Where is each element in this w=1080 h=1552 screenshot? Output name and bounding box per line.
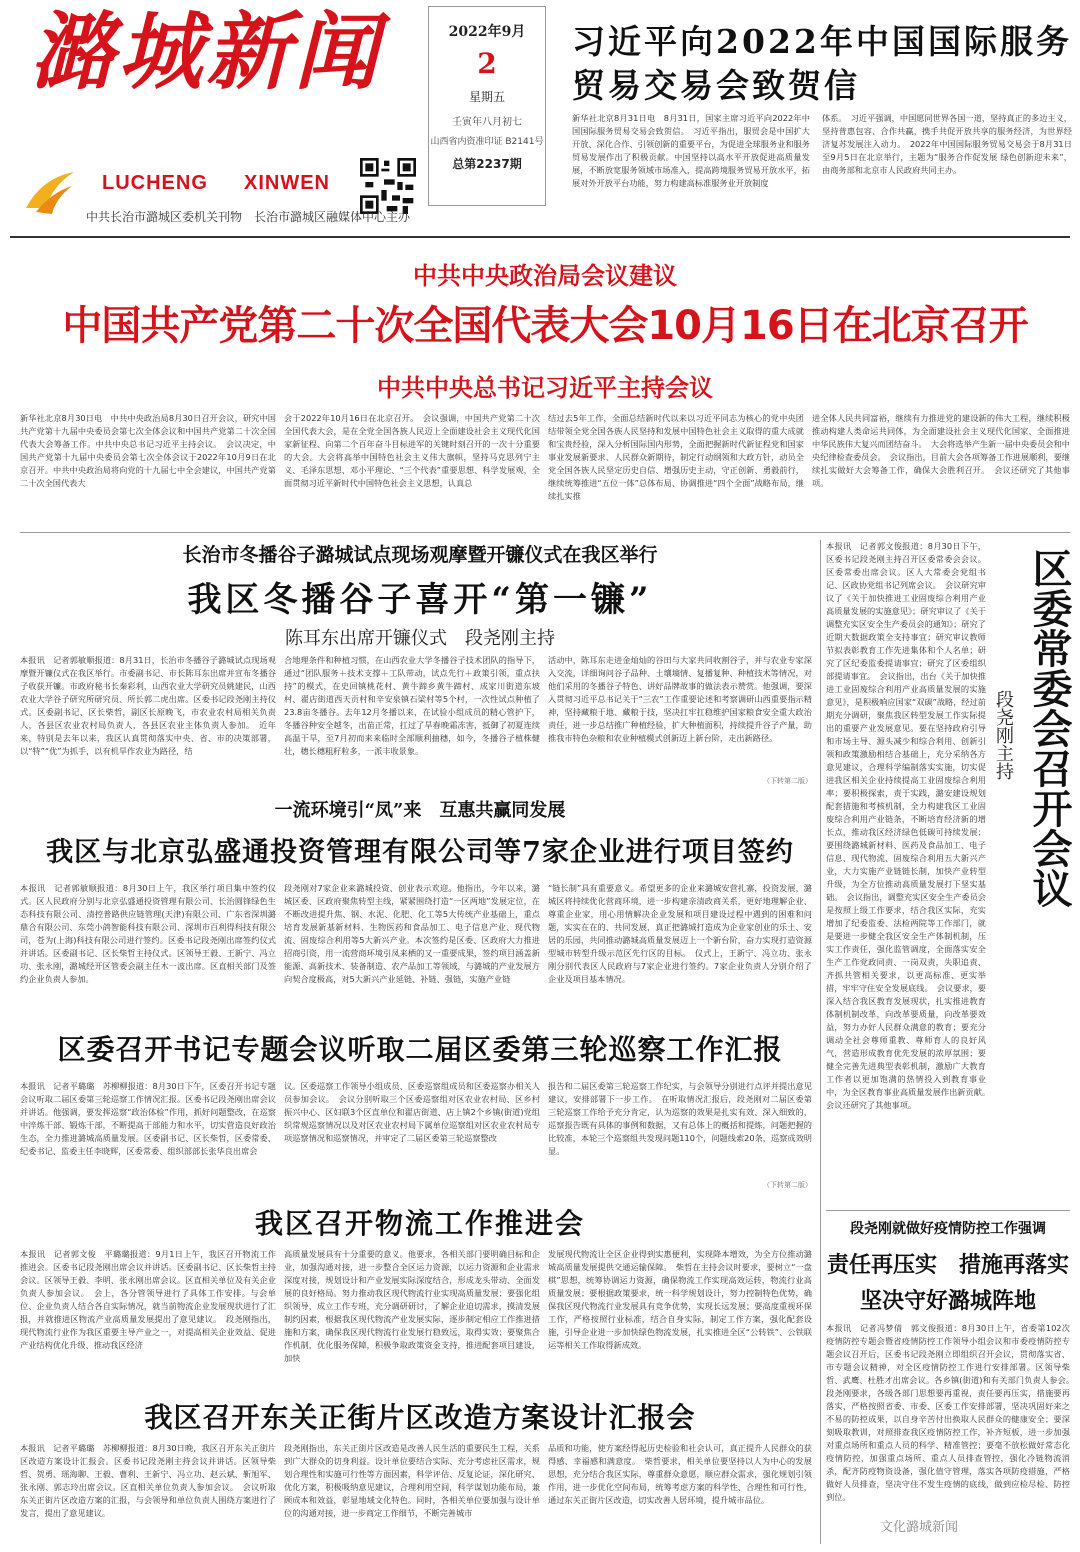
story2-subhead: 陈耳东出席开镰仪式 段尧刚主持 — [285, 628, 555, 649]
story2-headline: 我区冬播谷子喜开“第一镰” — [187, 580, 653, 620]
sidebar-body: 本报讯 记者郭文俊报道：8月30日下午，区委书记段尧刚主持召开区委常委会会议。区委常委出席会议。区人大常委会党组书记、区政协党组书记列席会议。 会议研究审议了《关于加快推进工业固废综合利用产业高质量发展的实施意见》；研究审议了《关于调整充实区安全生产委员会的通知》；研究了近期大数据政策全支持事宜；研究审议教师节拟表彰教育工作先进集体和个人名单；研究了区纪委监委提请事宜；研究了区委组织部提请事宜。 会议指出，出台《关于加快推进工业固废综合利用产业高质量发展的实施意见》，是积极响应国家“双碳”战略，经过前期充分调研，聚焦我区转型发展工作实际提出的重要产业发展意见。要在坚持政府引导和市场主导、源头减少和综合利用、创新引领和政策激励相结合基础上，充分采纳各方意见建议，合理科学编制落实实施，切实促进我区相关企业持续提高工业固废综合利用率；要积极探索，责于实践，潞安建设规划配套措施和考核机制，全力构建我区工业固废综合利用产业链条，不断培育经济新的增长点，推动我区经济绿色低碳可持续发展；要围绕潞城新材料、医药及食品加工、电子信息、现代物流、固废综合利用五大新兴产业，大力实施产业链链长制，加快产业转型升级，为全方位推动高质量发展打下坚实基础。 会议指出，调整充实区安全生产委员会是按照上级工作要求，结合我区实际，充实增加了纪委监委、法检两院等工作部门，就是要进一步健全我区安全生产体制机制，压实工作责任，强化监管调度，全面落实安全生产工作党政同责、一岗双责，失职追责、齐抓共管相关要求，以更高标准、更实举措，牢牢守住安全发展底线。 会议要求，要深入结合我区教育发展现状，扎实推进教育体制机制改革，向改革要质量，向改革要效益，努力办好人民群众满意的教育；要充分调动全社会尊师重教、尊师育人的良好风气，营造形成教育优先发展的浓厚氛围；要健全完善先进典型表彰机制，激励广大教育工作者以更加饱满的热情投入到教育事业中，为全区教育事业高质量发展作出新贡献。 会议还研究了其他事项。 — [826, 541, 995, 1110]
sidebar-divider — [820, 540, 821, 1544]
masthead-sponsor: 中共长治市潞城区委机关刊物 长治市潞城区融媒体中心主办 — [86, 210, 411, 224]
date-weekday: 星期五 — [468, 90, 505, 104]
story2-col-3: 活动中，陈耳东走进金灿灿的谷田与大家共同收割谷子，并与农业专家深入交流，详细询问谷子品种、土壤墒情、复播复种、种植技术等情况，对他们采用的冬播谷子特色、讲好品牌故事的做法表示赞赏。他强调，要深入贯彻习近平总书记关于“三农”工作重要论述和考察调研山西重要指示精神，坚持藏粮于地、藏粮于技，坚决扛牢扛稳维护国家粮食安全重大政治责任，进一步总结推广种植经验，扩大种植面积，持续提升谷子产量，助推我市特色杂粮和农业种植模式创新迈上新台阶，走出新路径。 — [548, 655, 812, 743]
story6-headline: 我区召开东关正街片区改造方案设计汇报会 — [144, 1401, 696, 1434]
story4-headline: 区委召开书记专题会议听取二届区委第三轮巡察工作汇报 — [57, 1033, 783, 1066]
lead-kicker: 中共中央政治局会议建议 — [413, 262, 677, 290]
story6-col-1: 本报讯 记者平璐璐 苏柳柳报道：8月30日晚，我区召开东关正街片区改造方案设计汇报会。区委书记段尧刚主持会议并讲话。区领导柴哲、贺勇、瑶海聊、王毅、曹利、王新宁、冯立功、赵云斌、靳旭军、张永刚、郭志玲出席会议。区直相关单位负责人参加会议。 会议听取东关正街片区改造方案的汇报，与会领导和单位负责人围绕方案进行了发言，提出了意见建议。 — [20, 1443, 276, 1518]
story3-headline: 我区与北京弘盛通投资管理有限公司等7家企业进行项目签约 — [46, 837, 794, 868]
top-story-col-1: 新华社北京8月31日电 8月31日，国家主席习近平向2022年中国国际服务贸易交易会致贺信。 习近平指出，服贸会是中国扩大开放、深化合作、引领创新的重要平台，为促进全球服务业和服务贸易发展作出了积极贡献。中国坚持以高水平开放促进高质量发展，不断放宽服务领域市场准入，提高跨境服务贸易开放水平，拓展对外开放平台功能，努力构建高标准服务业开放制度 — [572, 113, 810, 188]
story5-col-1: 本报讯 记者郭文俊 平璐璐报道：9月1日上午，我区召开物流工作推进会。区委书记段尧刚出席会议并讲话。区委副书记、区长柴哲主持会议。区领导王毅、李明、张永刚出席会议。区直相关单位及有关企业负责人参加会议。 会上，各分管领导进行了具体工作安排。与会单位、企业负责人结合各自实际情况，就当前物流企业发展现状进行了汇报，并就推进区物流产业高质量发展提出了意见建议。 段尧刚指出，现代物流行业作为我区重要主导产业之一，对提高相关企业效益、促进产业结构优化升级、推动我区经济 — [20, 1249, 276, 1350]
masthead-rule — [10, 236, 1070, 238]
logo-icon — [22, 168, 78, 218]
sidebar-head-1: 责任再压实 措施再落实 — [826, 1252, 1069, 1278]
story2-continued: （下转第二版） — [763, 777, 812, 785]
masthead-pinyin-right: XINWEN — [244, 172, 330, 194]
sidebar-body-2: 本报讯 记者冯梦倩 郭文俊报道：8月30日上午，省委第102次疫情防控专题会暨省疫情防控工作领导小组会议和市委疫情防控专题会议召开后，区委书记段尧刚立即组织召开会议，贯彻落实省、市专题会议精神，对全区疫情防控工作进行安排部署。区领导柴哲、武鹰、杜胜才出席会议。各乡镇(街道)和有关部门负责人参会。 段尧刚要求，各级各部门思想要再重视，责任要再压实，措施要再落实，严格按照省委、市委、区委工作安排部署，坚决巩固好来之不易的防控成果，以自身辛苦付出换取人民群众的健康安全；要深刻吸取教训，对照排查我区疫情防控工作，补齐短板，进一步加强对重点场所和重点人员的科学、精准管控；要毫不放松做好常态化疫情防控，加强重点场所、重点人员排查管控，强化冷链物流消杀，配齐防疫物资设备，强化值守管理，落实各项防疫措施，严格做好人员排查，坚决守住不发生疫情的底线，做到应检尽检、防控到位。 — [826, 1323, 1079, 1502]
story2-col-1: 本报讯 记者郭敏顺报道：8月31日，长治市冬播谷子潞城试点现场观摩暨开镰仪式在我区举行。市委副书记、市长陈耳东出席并宣布冬播谷子收获开镰。市政府秘书长秦彩利，山西农业大学研究员姚建民，山西农业大学谷子研究所研究员、所长郭二虎出席。区委书记段尧刚主持仪式。区委副书记、区长柴哲，副区长原晚飞，市农业农村局相关负责人，各县区农业农村局负责人，各县区农业主体负责人参加。 近年来，特别是去年以来，我区认真贯彻落实中央、省、市的决策部署，以“特”“优”为抓手，以有机旱作农业为路径，结 — [20, 655, 276, 756]
story2-col-2: 合地理条件和种植习惯，在山西农业大学冬播谷子技术团队的指导下，通过“团队服务＋技术支撑＋工队带动，试点先行＋政策引领，重点扶持”的模式，在史回镇桃花村、黄牛蹄乡黄牛蹄村、成家川街道东坡村、翟店街道西天贡村和辛安泉镇石梁村等5个村，一次性试点种植了23.8亩冬播谷。去年12月冬播以来，在试验小组成员的精心管护下，冬播谷种安全越冬，出苗正常，扛过了旱春晚霜冻害，抵御了初夏连续高温干旱，至7月初而来来临时全部顺利抽穗，如今，冬播谷子植株健壮，穗长穗粗籽粒多，一派丰收景象。 — [284, 655, 540, 756]
story4-col-3: 报告和二届区委第三轮巡察工作纪实，与会领导分别进行点评并提出意见建议，安排部署下一步工作。 在听取情况汇报后，段尧刚对二届区委第三轮巡察工作给予充分肯定，认为巡察的效果是扎实有效、深入细致的，巡察报告既有具体的事例和数据，又有总体上的概括和提炼，问题把握的比较准，本轮三个巡察组共发现问题110个，问题线索20条，巡察成效明显。 — [548, 1081, 812, 1156]
sidebar-kicker: 段尧刚就做好疫情防控工作强调 — [850, 1221, 1046, 1237]
story6-col-2: 段尧刚指出，东关正街片区改造是改善人民生活的重要民生工程，关系到广大群众的切身利益。设计单位要结合实际、充分考虑社区需求，规划合理性和实施可行性等方面因素，科学评估、反复论证，深化研究、优化方案，积极吸纳意见建议，合理利用空间，科学谋划功能布局，兼顾成本和效益，彰显地域文化特色。同时，各相关单位要加强与设计单位的沟通对接，进一步商定工作细节，不断完善城市 — [284, 1443, 540, 1518]
watermark-text: 文化潞城新闻 — [880, 1520, 959, 1535]
masthead-title: 潞城新闻 — [30, 2, 383, 101]
top-story-headline: 习近平向2022年中国国际服务贸易交易会致贺信 — [572, 22, 1072, 105]
story5-col-3: 发展现代物流让全区企业得到实惠便利，实现降本增效，为全方位推动潞城高质量发展提供交通运输保障。 柴哲在主持会议时要求，要树立“一盘棋”思想，统筹协调运力资源，确保物流工作实现高效运转，物流行业高质量发展；要根据政策要求，统一科学规划设计，努力控制特色优势，确保我区现代物流行业发展具有竞争优势，实现长远发展；要高度重视环保工作，严格按照行业标准，结合自身实际，制定工作方案，强化配套设施，引导企业进一步加快绿色物流发展，扎实推进全区“公转铁”、公铁联运等相关工作取得新成效。 — [548, 1249, 812, 1350]
story5-headline: 我区召开物流工作推进会 — [254, 1207, 585, 1240]
sidebar-presider: 段尧刚主持 — [993, 690, 1014, 780]
story2-kicker: 长治市冬播谷子潞城试点现场观摩暨开镰仪式在我区举行 — [182, 544, 658, 566]
date-day: 2 — [477, 47, 497, 80]
qr-code-icon — [360, 158, 416, 214]
divider — [20, 532, 1070, 533]
date-license: 山西省内资准印证 B2141号 — [430, 137, 544, 147]
lead-headline: 中国共产党第二十次全国代表大会10月16日在北京召开 — [62, 303, 1028, 349]
date-box — [428, 6, 546, 206]
lead-col-1: 新华社北京8月30日电 中共中央政治局8月30日召开会议，研究中国共产党第十九届中央委员会第七次全体会议和中国共产党第二十次全国代表大会筹备工作。中共中央总书记习近平主持会议。 会议决定，中国共产党第十九届中央委员会第七次全体会议于2022年10月9日在北京召开。中共中央政治局将向党的十九届七中全会建议，中国共产党第二十次全国代表大 — [20, 413, 276, 488]
story3-col-3: “链长制”具有重要意义。希望更多的企业来潞城安营扎寨，投资发展，潞城区将持续优化营商环境，进一步构建亲清政商关系，更好地理解企业、尊重企业家，用心用情解决企业发展和项目建设过程中遇到的困难和问题，实实在在的、共同发展，真正把潞城打造成为企业家创业的乐土、安居的乐园，共同推动潞城高质量发展迈上一个新台阶，奋力实现打造资源型城市转型升级示范区先行区的目标。 仪式上，王新宁、冯立功、张永刚分别代表区人民政府与7家企业进行签约。7家企业负责人分别介绍了企业及项目基本情况。 — [548, 883, 812, 984]
story3-kicker: 一流环境引“凤”来 互惠共赢同发展 — [274, 800, 566, 821]
date-issue: 总第2237期 — [452, 157, 522, 171]
sidebar-rule — [826, 1210, 1070, 1211]
story3-col-2: 段尧刚对7家企业来潞城投资、创业表示欢迎。他指出，今年以来，潞城区委、区政府聚焦转型主线，紧紧围绕打造“一区两地”发展定位，在不断改进提升焦、钢、水泥、化肥、化工等5大传统产业基础上，重点培育发展新基新材料、生物医药和食品加工、电子信息产业、现代物流、固废综合利用等5大新兴产业。本次签约是区委、区政府大力推进招商引资，用一流营商环境引凤来栖的又一重要成果，签约项目涵盖新能源、高新技术、装备制造、农产品加工等领域，与潞城的产业发展方向契合度极高，对5大新兴产业延链、补链、强链，实施产业链 — [284, 883, 540, 984]
story3-col-1: 本报讯 记者郭敏顺报道：8月30日上午，我区举行项目集中签约仪式。区人民政府分别与北京弘盛通投资管理有限公司、长治圆锋绿色生态科技有限公司、清控普路供应链管理(天津)有限公司、广东省深圳潞鼎合有限公司、东莞小鸽智能科技有限公司、深圳市百利得科技有限公司，苍为(上海)科技有限公司进行签约。区委书记段尧刚出席签约仪式并讲话。区委副书记、区长柴哲主持仪式。区领导王毅、王新宁、冯立功、张永刚，潞城经开区管委会副主任木一波出席。区直相关部门及签约企业负责人参加。 — [20, 883, 276, 984]
story4-continued: （下转第二版） — [763, 1181, 812, 1189]
lead-col-2: 会于2022年10月16日在北京召开。 会议强调，中国共产党第二十次全国代表大会，是在全党全国各族人民迈上全面建设社会主义现代化国家新征程、向第二个百年奋斗目标进军的关键时刻召开的一次十分重要的大会。大会将高举中国特色社会主义伟大旗帜，坚持马克思列宁主义、毛泽东思想、邓小平理论、“三个代表”重要思想、科学发展观，全面贯彻习近平新时代中国特色社会主义思想，认真总 — [284, 413, 540, 488]
masthead — [20, 2, 390, 158]
lead-subhead: 中共中央总书记习近平主持会议 — [377, 374, 713, 402]
story6-col-3: 品质和功能，使方案经得起历史检验和社会认可，真正提升人民群众的获得感、幸福感和满意度。 柴哲要求，相关单位要坚持以人为中心的发展思想，充分结合我区实际，尊重群众意愿，顺应群众需求，强化规划引领作用，进一步优化空间布局，统筹考虑方案的科学性、合理性和可行性，通过东关正街片区改造，切实改善人居环境，提升城市品位。 — [548, 1443, 812, 1505]
story4-col-1: 本报讯 记者平璐璐 苏柳柳报道：8月30日下午，区委召开书记专题会议听取二届区委第三轮巡察工作情况汇报。区委书记段尧刚出席会议并讲话。他强调，要发挥巡察“政治体检”作用，抓好问题整改，在巡察中淬炼干部、锻炼干部，不断提高干部能力和水平，切实营造良好政治生态，全力推进潞城高质量发展。区委副书记、区长柴哲，区委常委、纪委书记、监委主任李晓辉，区委常委、组织部部长张华良出席会 — [20, 1081, 276, 1156]
date-lunar: 壬寅年八月初七 — [452, 117, 522, 128]
story4-col-2: 议。区委巡察工作领导小组成员、区委巡察组成员和区委巡察办相关人员参加会议。 会议分别听取三个区委巡察组对区农业农村局、区乡村振兴中心、区妇联3个区直单位和翟店街道、店上镇2个乡镇(街道)党组织常规巡察情况以及对区农业农村局下属单位巡察组对区农业农村局专项巡察情况和巡察情况，并审定了二届区委第三轮巡察整改 — [284, 1081, 540, 1143]
date-year-month: 2022年9月 — [448, 24, 526, 40]
top-story-col-2: 体系。 习近平强调，中国愿同世界各国一道，坚持真正的多边主义，坚持普惠包容、合作共赢，携手共促开放共享的服务经济，为世界经济复苏发展注入动力。 2022年中国国际服务贸易交易会于8月31日至9月5日在北京举行，主题为“服务合作促发展 绿色创新迎未来”，由商务部和北京市人民政府共同主办。 — [822, 113, 1072, 175]
lead-col-3: 结过去5年工作，全面总结新时代以来以习近平同志为核心的党中央团结带领全党全国各族人民坚持和发展中国特色社会主义取得的重大成就和宝贵经验，深入分析国际国内形势，全面把握新时代新征程党和国家事业发展新要求、人民群众新期待，制定行动纲领和大政方针，动员全党全国各族人民坚定历史自信、增强历史主动，守正创新、勇毅前行，继续统筹推进“五位一体”总体布局、协调推进“四个全面”战略布局，继续扎实推 — [548, 413, 804, 501]
sidebar-title: 区委常委会召开会议 — [1026, 548, 1073, 908]
masthead-pinyin-left: LUCHENG — [102, 172, 208, 194]
story5-col-2: 高质量发展具有十分重要的意义。他要求，各相关部门要明确目标和企业，加强沟通对接，进一步整合全区运力资源，以运力资源和企业需求深度对接，规划设计和产业发展实际深度结合，形成龙头带动、全面发展的良好格局。努力推动我区现代物流行业实现高质量发展；要强化组织领导，成立工作专班，充分调研研讨，了解企业迫切需求，摸清发展制约因素，根据我区现代物流产业发展实际，逐步制定相应工作推进措施和方案，确保我区现代物流行业发展行稳致远，取得实效；要聚焦合作机制，优化服务保障，积极争取政策资金支持，推进配套项目建设，加快 — [284, 1249, 540, 1363]
sidebar-head-2: 坚决守好潞城阵地 — [859, 1288, 1036, 1314]
lead-col-4: 进全体人民共同富裕，继续有力推进党的建设新的伟大工程，继续积极推动构建人类命运共同体，为全面建设社会主义现代化国家、全面推进中华民族伟大复兴而团结奋斗。 大会将选举产生新一届中央委员会和中央纪律检查委员会。 会议指出，目前大会各项筹备工作进展顺利，要继续扎实做好大会筹备工作，确保大会胜利召开。 会议还研究了其他事项。 — [812, 413, 1070, 488]
